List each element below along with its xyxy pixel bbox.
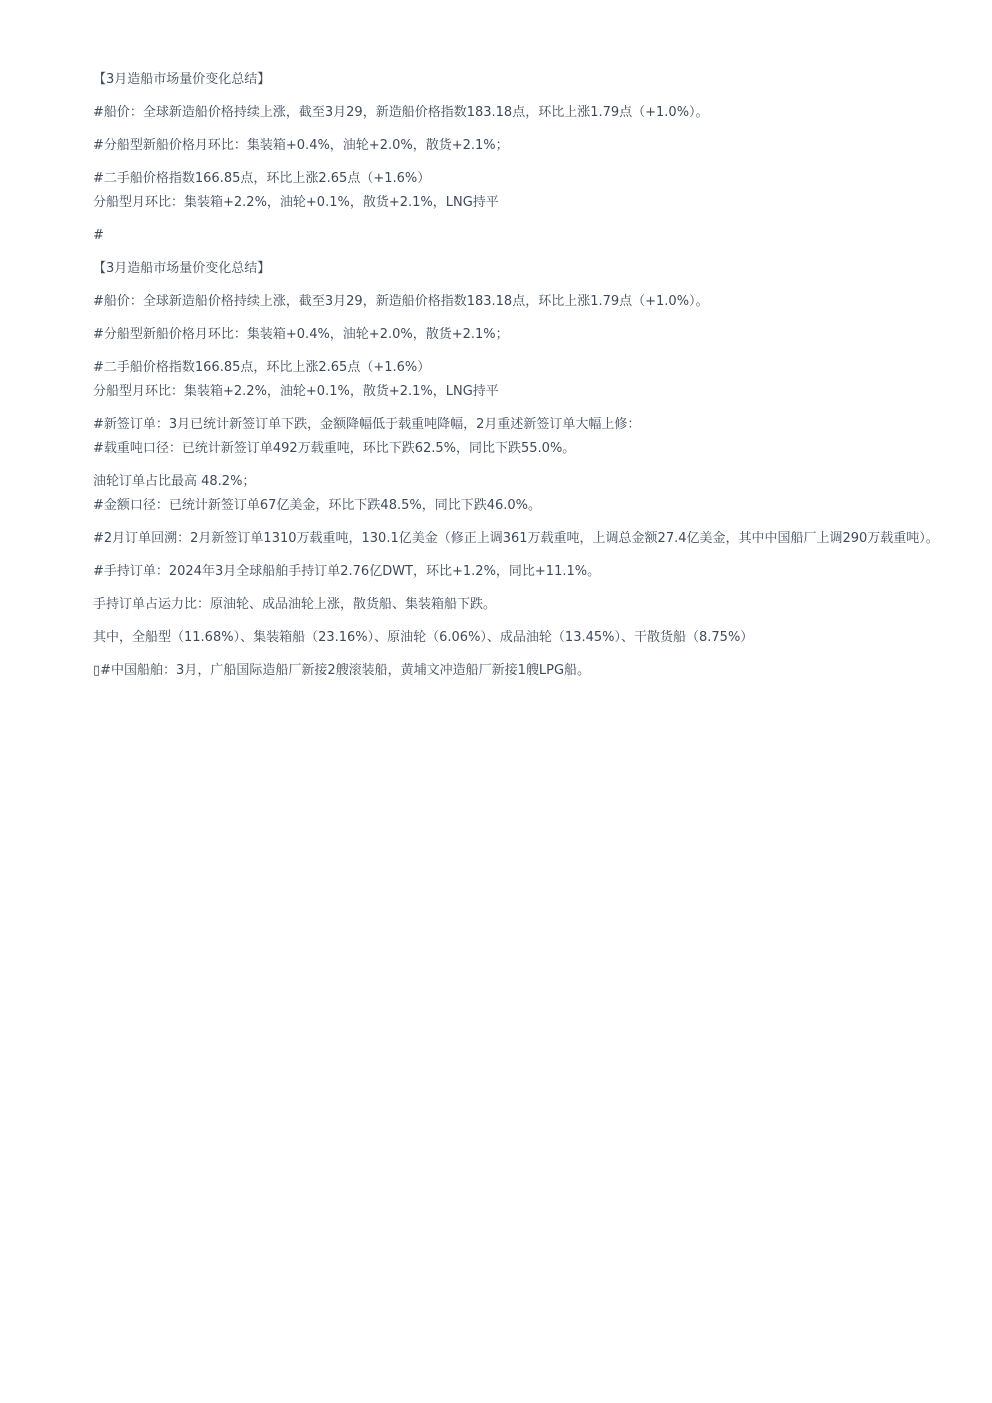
text-line: 分船型月环比：集装箱+2.2%，油轮+0.1%，散货+2.1%，LNG持平 [93, 195, 499, 210]
text-line: #分船型新船价格月环比：集装箱+0.4%，油轮+2.0%，散货+2.1%； [93, 327, 509, 342]
paragraph [93, 470, 941, 518]
paragraph [93, 527, 941, 551]
paragraph [93, 593, 941, 617]
text-line: #载重吨口径：已统计新签订单492万载重吨，环比下跌62.5%，同比下跌55.0%。 [93, 441, 576, 456]
text-line: 分船型月环比：集装箱+2.2%，油轮+0.1%，散货+2.1%，LNG持平 [93, 384, 499, 399]
text-line: #分船型新船价格月环比：集装箱+0.4%，油轮+2.0%，散货+2.1%； [93, 138, 509, 153]
text-line: #手持订单：2024年3月全球船舶手持订单2.76亿DWT，环比+1.2%，同比+11.1%。 [93, 564, 601, 579]
text-line: #2月订单回溯：2月新签订单1310万载重吨，130.1亿美金（修正上调361万载重吨，上调总金额27.4亿美金，其中中国船厂上调290万载重吨）。 [93, 531, 939, 546]
text-line: # [93, 228, 104, 243]
text-line: 【3月造船市场量价变化总结】 [93, 72, 271, 87]
paragraph [93, 356, 941, 404]
paragraph [93, 560, 941, 584]
paragraph [93, 224, 941, 248]
paragraph [93, 134, 941, 158]
article-body [93, 68, 941, 692]
text-line: 油轮订单占比最高 48.2%； [93, 474, 256, 489]
paragraph [93, 68, 941, 92]
paragraph [93, 167, 941, 215]
text-line: #新签订单：3月已统计新签订单下跌，金额降幅低于载重吨降幅，2月重述新签订单大幅上修： [93, 417, 641, 432]
text-line: ▯#中国船舶：3月，广船国际造船厂新接2艘滚装船，黄埔文冲造船厂新接1艘LPG船。 [93, 663, 591, 678]
text-line: #船价：全球新造船价格持续上涨，截至3月29，新造船价格指数183.18点，环比上涨1.79点（+1.0%）。 [93, 294, 709, 309]
text-line: 手持订单占运力比：原油轮、成品油轮上涨，散货船、集装箱船下跌。 [93, 597, 497, 612]
paragraph [93, 323, 941, 347]
text-line: #金额口径：已统计新签订单67亿美金，环比下跌48.5%，同比下跌46.0%。 [93, 498, 542, 513]
paragraph [93, 257, 941, 281]
paragraph [93, 659, 941, 683]
text-line: #二手船价格指数166.85点，环比上涨2.65点（+1.6%） [93, 360, 431, 375]
text-line: #二手船价格指数166.85点，环比上涨2.65点（+1.6%） [93, 171, 431, 186]
paragraph [93, 413, 941, 461]
paragraph [93, 101, 941, 125]
paragraph [93, 626, 941, 650]
paragraph [93, 290, 941, 314]
text-line: 其中，全船型（11.68%）、集装箱船（23.16%）、原油轮（6.06%）、成品油轮（13.45%）、干散货船（8.75%） [93, 630, 754, 645]
text-line: #船价：全球新造船价格持续上涨，截至3月29，新造船价格指数183.18点，环比上涨1.79点（+1.0%）。 [93, 105, 709, 120]
text-line: 【3月造船市场量价变化总结】 [93, 261, 271, 276]
